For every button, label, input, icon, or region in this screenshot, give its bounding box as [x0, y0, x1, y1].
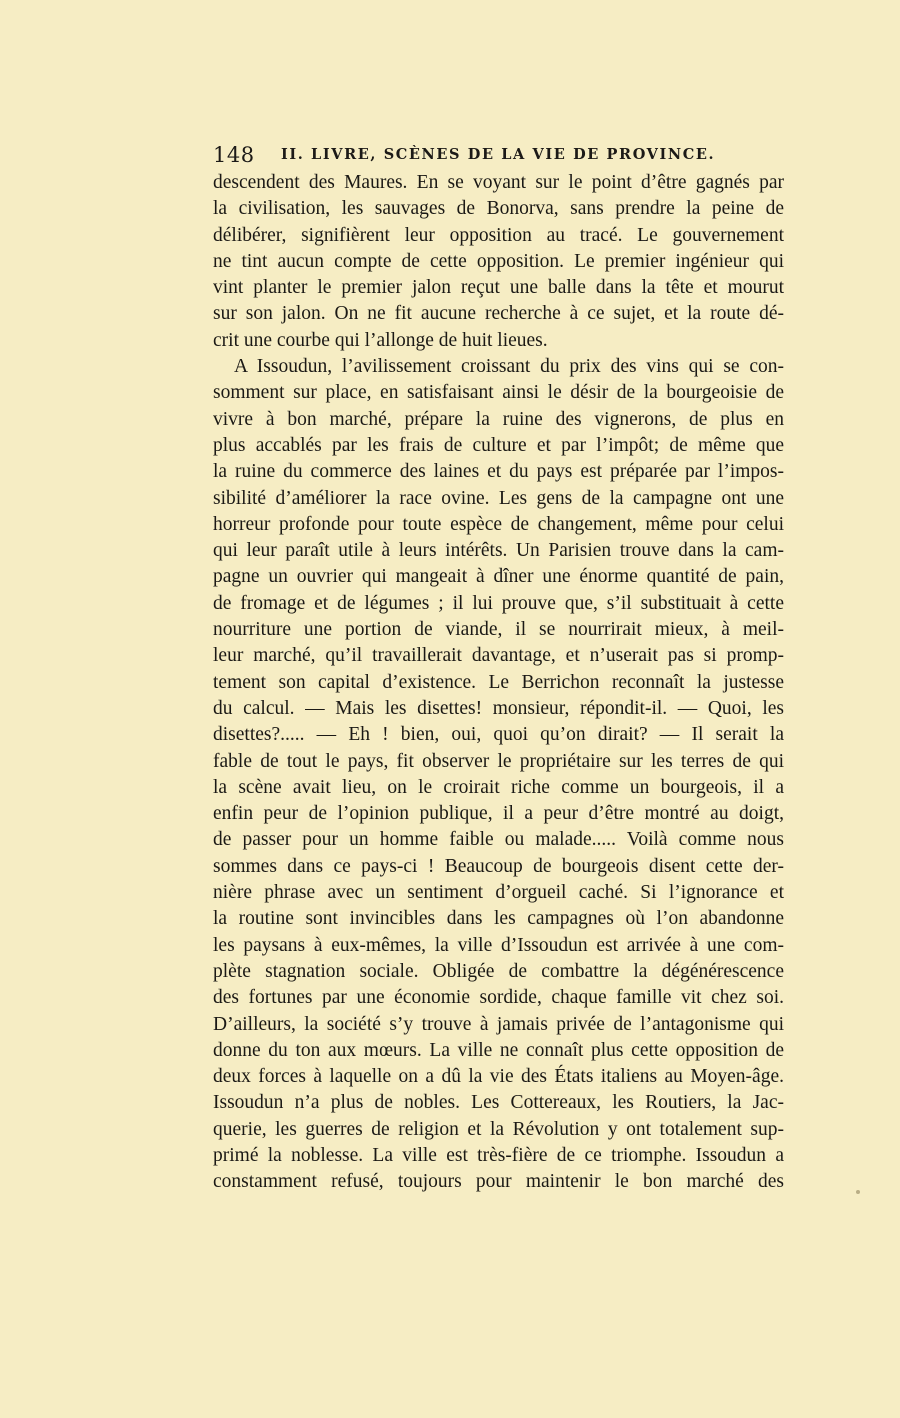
text-line: deux forces à laquelle on a dû la vie des États italiens au Moyen-âge. [213, 1066, 784, 1088]
text-line: la civilisation, les sauvages de Bonorva, sans prendre la peine de [213, 198, 784, 220]
text-line: vint planter le premier jalon reçut une balle dans la tête et mourut [213, 277, 784, 299]
text-line: sibilité d’améliorer la race ovine. Les gens de la campagne ont une [213, 487, 784, 509]
text-line: du calcul. — Mais les disettes! monsieur, répondit-il. — Quoi, les [213, 697, 784, 719]
text-line: vivre à bon marché, prépare la ruine des vignerons, de plus en [213, 408, 784, 430]
paper-speck [856, 1190, 860, 1194]
text-line: sommes dans ce pays-ci ! Beaucoup de bourgeois disent cette der- [213, 855, 784, 877]
body-text [213, 170, 784, 1196]
text-line: ne tint aucun compte de cette opposition. Le premier ingénieur qui [213, 250, 784, 272]
text-line: enfin peur de l’opinion publique, il a peur d’être montré au doigt, [213, 803, 784, 825]
text-line: pagne un ouvrier qui mangeait à dîner une énorme quantité de pain, [213, 566, 784, 588]
text-line: tement son capital d’existence. Le Berrichon reconnaît la justesse [213, 671, 784, 693]
text-line: donne du ton aux mœurs. La ville ne connaît plus cette opposition de [213, 1039, 784, 1061]
text-line: plus accablés par les frais de culture et par l’impôt; de même que [213, 434, 784, 456]
text-line: délibérer, signifièrent leur opposition au tracé. Le gouvernement [213, 224, 784, 246]
text-line: les paysans à eux-mêmes, la ville d’Issoudun est arrivée à une com- [213, 934, 784, 956]
page-number: 148 [213, 143, 255, 167]
text-line: constamment refusé, toujours pour maintenir le bon marché des [213, 1171, 784, 1193]
text-line: querie, les guerres de religion et la Révolution y ont totalement sup- [213, 1118, 784, 1140]
text-line: D’ailleurs, la société s’y trouve à jamais privée de l’antagonisme qui [213, 1013, 784, 1035]
text-line: descendent des Maures. En se voyant sur le point d’être gagnés par [213, 172, 784, 193]
text-line: la scène avait lieu, on le croirait riche comme un bourgeois, il a [213, 776, 784, 798]
text-line: nourriture une portion de viande, il se nourrirait mieux, à meil- [213, 619, 784, 641]
text-line: A Issoudun, l’avilissement croissant du prix des vins qui se con- [234, 356, 784, 378]
running-head: II. LIVRE, SCÈNES DE LA VIE DE PROVINCE. [281, 146, 716, 163]
text-line: qui leur paraît utile à leurs intérêts. Un Parisien trouve dans la cam- [213, 540, 784, 562]
text-line: des fortunes par une économie sordide, chaque famille vit chez soi. [213, 987, 784, 1009]
text-line: nière phrase avec un sentiment d’orgueil caché. Si l’ignorance et [213, 882, 784, 904]
text-line: de passer pour un homme faible ou malade..... Voilà comme nous [213, 829, 784, 851]
text-line: fable de tout le pays, fit observer le propriétaire sur les terres de qui [213, 750, 784, 772]
text-line: plète stagnation sociale. Obligée de combattre la dégénérescence [213, 960, 784, 982]
text-line: la routine sont invincibles dans les campagnes où l’on abandonne [213, 908, 784, 930]
page-header [213, 143, 783, 169]
text-line: de fromage et de légumes ; il lui prouve que, s’il substituait à cette [213, 592, 784, 614]
text-line: leur marché, qu’il travaillerait davantage, et n’userait pas si promp- [213, 645, 784, 667]
text-line: disettes?..... — Eh ! bien, oui, quoi qu’on dirait? — Il serait la [213, 724, 784, 746]
text-line: horreur profonde pour toute espèce de changement, même pour celui [213, 513, 784, 535]
text-line: crit une courbe qui l’allonge de huit lieues. [213, 329, 548, 351]
text-line: Issoudun n’a plus de nobles. Les Cottereaux, les Routiers, la Jac- [213, 1092, 784, 1114]
text-line: primé la noblesse. La ville est très-fière de ce triomphe. Issoudun a [213, 1144, 784, 1166]
text-line: la ruine du commerce des laines et du pays est préparée par l’impos- [213, 461, 784, 483]
text-line: somment sur place, en satisfaisant ainsi le désir de la bourgeoisie de [213, 382, 784, 404]
text-line: sur son jalon. On ne fit aucune recherche à ce sujet, et la route dé- [213, 303, 784, 325]
